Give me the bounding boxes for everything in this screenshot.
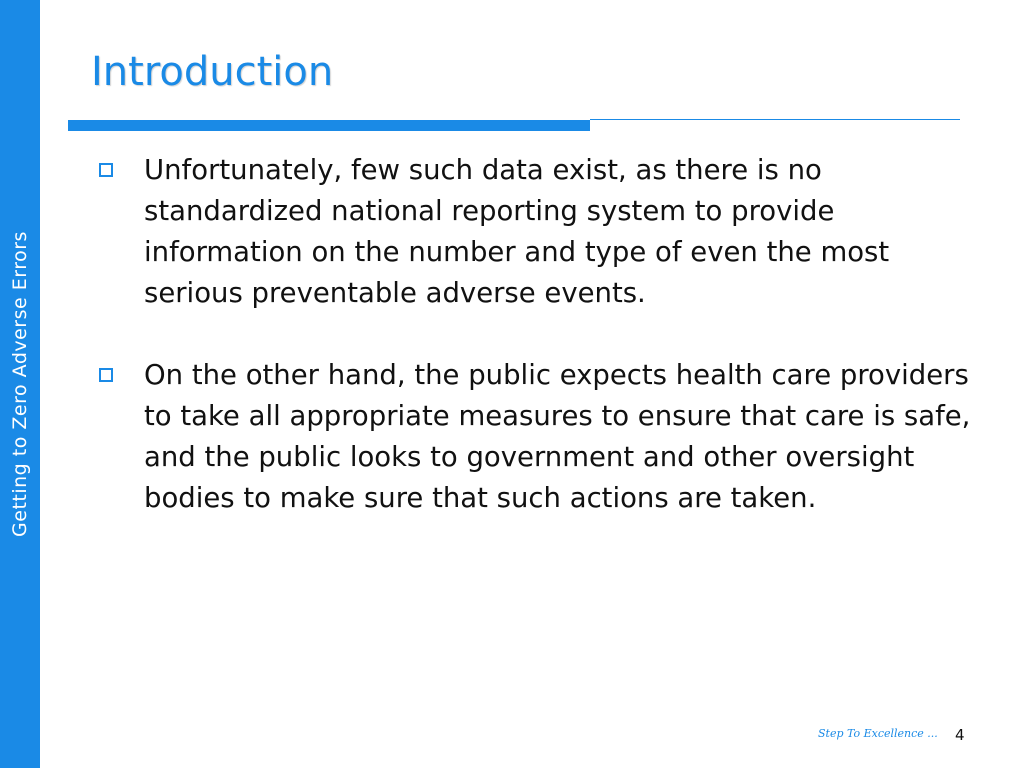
bullet-list [96,150,976,519]
footer-tagline: Step To Excellence ... [818,727,938,740]
bullet-text: Unfortunately, few such data exist, as there is no standardized national reporting system to provide information on the number and type of even the most serious preventable adverse events. [144,154,890,309]
title-underline-thin [590,119,960,120]
sidebar-title: Getting to Zero Adverse Errors [9,231,31,537]
page-number: 4 [955,726,965,744]
bullet-item [96,355,976,519]
title-underline-thick [68,120,590,131]
hollow-square-bullet-icon [99,368,113,382]
slide-title: Introduction [91,49,334,95]
bullet-text: On the other hand, the public expects health care providers to take all appropriate measures to ensure that care is safe, and the public looks to government and other oversight bodies to make sure that such actions are taken. [144,359,971,514]
hollow-square-bullet-icon [99,163,113,177]
side-bar [0,0,40,768]
bullet-item [96,150,976,314]
